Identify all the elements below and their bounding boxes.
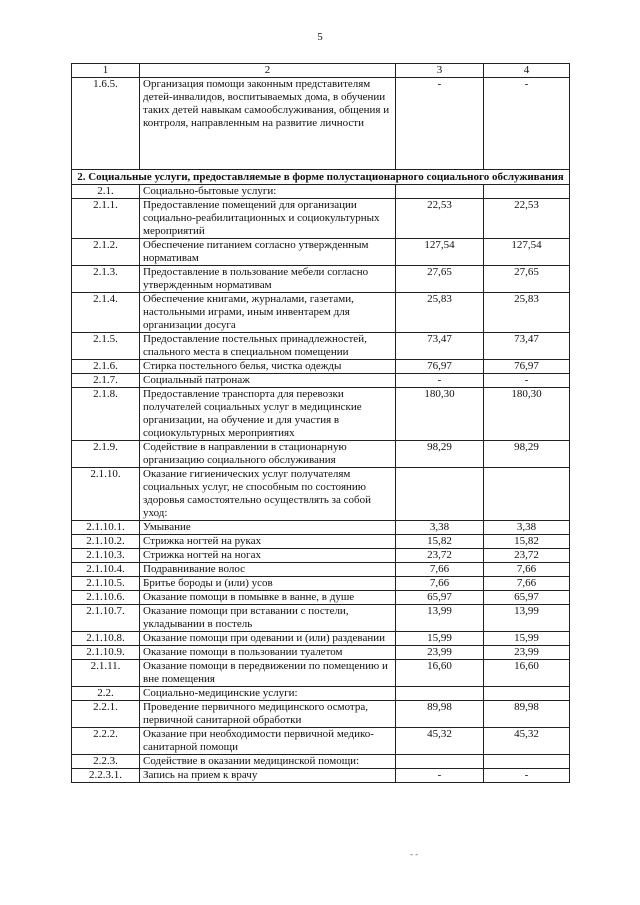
row-value-col3: 27,65 bbox=[396, 266, 484, 293]
row-value-col3: 89,98 bbox=[396, 701, 484, 728]
table-row bbox=[72, 185, 570, 199]
table-row bbox=[72, 605, 570, 632]
table-header-row bbox=[72, 64, 570, 78]
table-row bbox=[72, 660, 570, 687]
row-value-col3: - bbox=[396, 374, 484, 388]
row-code: 2.1.11. bbox=[72, 660, 140, 687]
row-description: Оказание помощи в пользовании туалетом bbox=[140, 646, 396, 660]
row-description: Запись на прием к врачу bbox=[140, 769, 396, 783]
row-code: 2.2.1. bbox=[72, 701, 140, 728]
table-row bbox=[72, 563, 570, 577]
row-description: Оказание при необходимости первичной медико-санитарной помощи bbox=[140, 728, 396, 755]
row-value-col4: 98,29 bbox=[484, 441, 570, 468]
header-col-1: 1 bbox=[72, 64, 140, 78]
row-description: Предоставление помещений для организации социально-реабилитационных и социокультурных мероприятий bbox=[140, 199, 396, 239]
table-row bbox=[72, 239, 570, 266]
table-row bbox=[72, 728, 570, 755]
row-description: Социально-медицинские услуги: bbox=[140, 687, 396, 701]
row-value-col4: - bbox=[484, 769, 570, 783]
row-value-col3: 22,53 bbox=[396, 199, 484, 239]
row-code: 2.1.10.8. bbox=[72, 632, 140, 646]
table-row bbox=[72, 535, 570, 549]
table-row bbox=[72, 549, 570, 563]
row-value-col4: 13,99 bbox=[484, 605, 570, 632]
table-row bbox=[72, 441, 570, 468]
row-value-col4: 23,99 bbox=[484, 646, 570, 660]
row-description: Предоставление транспорта для перевозки получателей социальных услуг в медицинские организации, на обучение и для участия в социокультурных мероприятиях bbox=[140, 388, 396, 441]
row-description: Оказание помощи в помывке в ванне, в душе bbox=[140, 591, 396, 605]
row-value-col3: 23,72 bbox=[396, 549, 484, 563]
row-code: 2.1.1. bbox=[72, 199, 140, 239]
row-value-col3 bbox=[396, 185, 484, 199]
row-value-col4: 3,38 bbox=[484, 521, 570, 535]
scan-mark: - - bbox=[410, 849, 419, 859]
row-code: 2.1.10.1. bbox=[72, 521, 140, 535]
row-value-col4: 89,98 bbox=[484, 701, 570, 728]
row-code: 2.1.2. bbox=[72, 239, 140, 266]
row-value-col4: - bbox=[484, 78, 570, 170]
row-description: Подравнивание волос bbox=[140, 563, 396, 577]
table-row bbox=[72, 577, 570, 591]
table-row bbox=[72, 333, 570, 360]
table-row bbox=[72, 199, 570, 239]
row-description: Предоставление в пользование мебели согласно утвержденным нормативам bbox=[140, 266, 396, 293]
row-code: 2.1.10.6. bbox=[72, 591, 140, 605]
row-description: Проведение первичного медицинского осмотра, первичной санитарной обработки bbox=[140, 701, 396, 728]
row-value-col3 bbox=[396, 468, 484, 521]
row-value-col4 bbox=[484, 755, 570, 769]
table-row bbox=[72, 293, 570, 333]
row-description: Оказание помощи в передвижении по помещению и вне помещения bbox=[140, 660, 396, 687]
row-description: Обеспечение питанием согласно утвержденным нормативам bbox=[140, 239, 396, 266]
table-row bbox=[72, 374, 570, 388]
row-description: Оказание помощи при одевании и (или) раздевании bbox=[140, 632, 396, 646]
row-value-col3 bbox=[396, 755, 484, 769]
row-code: 2.1.8. bbox=[72, 388, 140, 441]
row-description: Содействие в оказании медицинской помощи: bbox=[140, 755, 396, 769]
table-row bbox=[72, 468, 570, 521]
row-description: Оказание гигиенических услуг получателям социальных услуг, не способным по состоянию здоровья самостоятельно осуществлять за собой уход: bbox=[140, 468, 396, 521]
row-value-col3: 73,47 bbox=[396, 333, 484, 360]
row-value-col3: 65,97 bbox=[396, 591, 484, 605]
row-description: Социальный патронаж bbox=[140, 374, 396, 388]
row-value-col3: 23,99 bbox=[396, 646, 484, 660]
row-value-col4 bbox=[484, 687, 570, 701]
table-row bbox=[72, 388, 570, 441]
row-code: 2.1. bbox=[72, 185, 140, 199]
row-description: Стрижка ногтей на ногах bbox=[140, 549, 396, 563]
row-code: 2.1.9. bbox=[72, 441, 140, 468]
page-number: 5 bbox=[317, 31, 323, 43]
table-row bbox=[72, 591, 570, 605]
section-heading-row bbox=[72, 170, 570, 185]
row-value-col4: 76,97 bbox=[484, 360, 570, 374]
row-value-col3: 98,29 bbox=[396, 441, 484, 468]
row-value-col4: 25,83 bbox=[484, 293, 570, 333]
row-value-col4 bbox=[484, 468, 570, 521]
row-value-col4: 7,66 bbox=[484, 563, 570, 577]
row-description: Бритье бороды и (или) усов bbox=[140, 577, 396, 591]
table-row bbox=[72, 632, 570, 646]
row-code: 2.2.3.1. bbox=[72, 769, 140, 783]
row-value-col3: 76,97 bbox=[396, 360, 484, 374]
row-value-col3: 16,60 bbox=[396, 660, 484, 687]
row-code: 2.1.10.3. bbox=[72, 549, 140, 563]
row-code: 2.1.10.9. bbox=[72, 646, 140, 660]
row-value-col3: 13,99 bbox=[396, 605, 484, 632]
row-code: 2.1.10.4. bbox=[72, 563, 140, 577]
row-code: 2.1.10.7. bbox=[72, 605, 140, 632]
row-code: 2.1.3. bbox=[72, 266, 140, 293]
row-value-col4: 65,97 bbox=[484, 591, 570, 605]
row-value-col3: 25,83 bbox=[396, 293, 484, 333]
table-row bbox=[72, 78, 570, 170]
row-value-col4: 15,82 bbox=[484, 535, 570, 549]
table-row bbox=[72, 646, 570, 660]
table-row bbox=[72, 755, 570, 769]
table-row bbox=[72, 360, 570, 374]
tariff-table bbox=[71, 63, 570, 783]
row-code: 2.1.5. bbox=[72, 333, 140, 360]
row-value-col4: 45,32 bbox=[484, 728, 570, 755]
row-value-col3: 15,82 bbox=[396, 535, 484, 549]
row-code: 2.1.4. bbox=[72, 293, 140, 333]
row-value-col4: 180,30 bbox=[484, 388, 570, 441]
table-row bbox=[72, 266, 570, 293]
row-description: Обеспечение книгами, журналами, газетами, настольными играми, иным инвентарем для организации досуга bbox=[140, 293, 396, 333]
row-value-col3: 180,30 bbox=[396, 388, 484, 441]
row-value-col3: 3,38 bbox=[396, 521, 484, 535]
row-value-col4: 16,60 bbox=[484, 660, 570, 687]
row-description: Организация помощи законным представителям детей-инвалидов, воспитываемых дома, в обучении таких детей навыкам самообслуживания, общения и контроля, направленным на развитие личности bbox=[140, 78, 396, 170]
table-row bbox=[72, 701, 570, 728]
row-description: Предоставление постельных принадлежностей, спального места в специальном помещении bbox=[140, 333, 396, 360]
section-title: 2. Социальные услуги, предоставляемые в форме полустационарного социального обслуживания bbox=[72, 170, 570, 185]
row-code: 2.2. bbox=[72, 687, 140, 701]
row-code: 2.1.7. bbox=[72, 374, 140, 388]
row-value-col3: 127,54 bbox=[396, 239, 484, 266]
row-code: 2.2.2. bbox=[72, 728, 140, 755]
row-description: Стрижка ногтей на руках bbox=[140, 535, 396, 549]
row-value-col4: 127,54 bbox=[484, 239, 570, 266]
row-value-col3: 7,66 bbox=[396, 563, 484, 577]
header-col-2: 2 bbox=[140, 64, 396, 78]
table-row bbox=[72, 687, 570, 701]
row-value-col4: 23,72 bbox=[484, 549, 570, 563]
row-code: 2.1.6. bbox=[72, 360, 140, 374]
row-description: Социально-бытовые услуги: bbox=[140, 185, 396, 199]
row-description: Умывание bbox=[140, 521, 396, 535]
row-code: 2.1.10.2. bbox=[72, 535, 140, 549]
row-description: Содействие в направлении в стационарную организацию социального обслуживания bbox=[140, 441, 396, 468]
header-col-4: 4 bbox=[484, 64, 570, 78]
header-col-3: 3 bbox=[396, 64, 484, 78]
row-code: 2.1.10. bbox=[72, 468, 140, 521]
row-description: Оказание помощи при вставании с постели, укладывании в постель bbox=[140, 605, 396, 632]
table-row bbox=[72, 521, 570, 535]
row-value-col3 bbox=[396, 687, 484, 701]
row-value-col4 bbox=[484, 185, 570, 199]
row-code: 2.1.10.5. bbox=[72, 577, 140, 591]
row-code: 1.6.5. bbox=[72, 78, 140, 170]
row-value-col3: - bbox=[396, 78, 484, 170]
row-value-col4: 22,53 bbox=[484, 199, 570, 239]
row-value-col4: 73,47 bbox=[484, 333, 570, 360]
row-value-col4: 15,99 bbox=[484, 632, 570, 646]
row-description: Стирка постельного белья, чистка одежды bbox=[140, 360, 396, 374]
row-value-col3: 45,32 bbox=[396, 728, 484, 755]
row-value-col4: - bbox=[484, 374, 570, 388]
row-value-col3: - bbox=[396, 769, 484, 783]
row-value-col3: 15,99 bbox=[396, 632, 484, 646]
row-code: 2.2.3. bbox=[72, 755, 140, 769]
table-row bbox=[72, 769, 570, 783]
row-value-col4: 7,66 bbox=[484, 577, 570, 591]
row-value-col4: 27,65 bbox=[484, 266, 570, 293]
row-value-col3: 7,66 bbox=[396, 577, 484, 591]
